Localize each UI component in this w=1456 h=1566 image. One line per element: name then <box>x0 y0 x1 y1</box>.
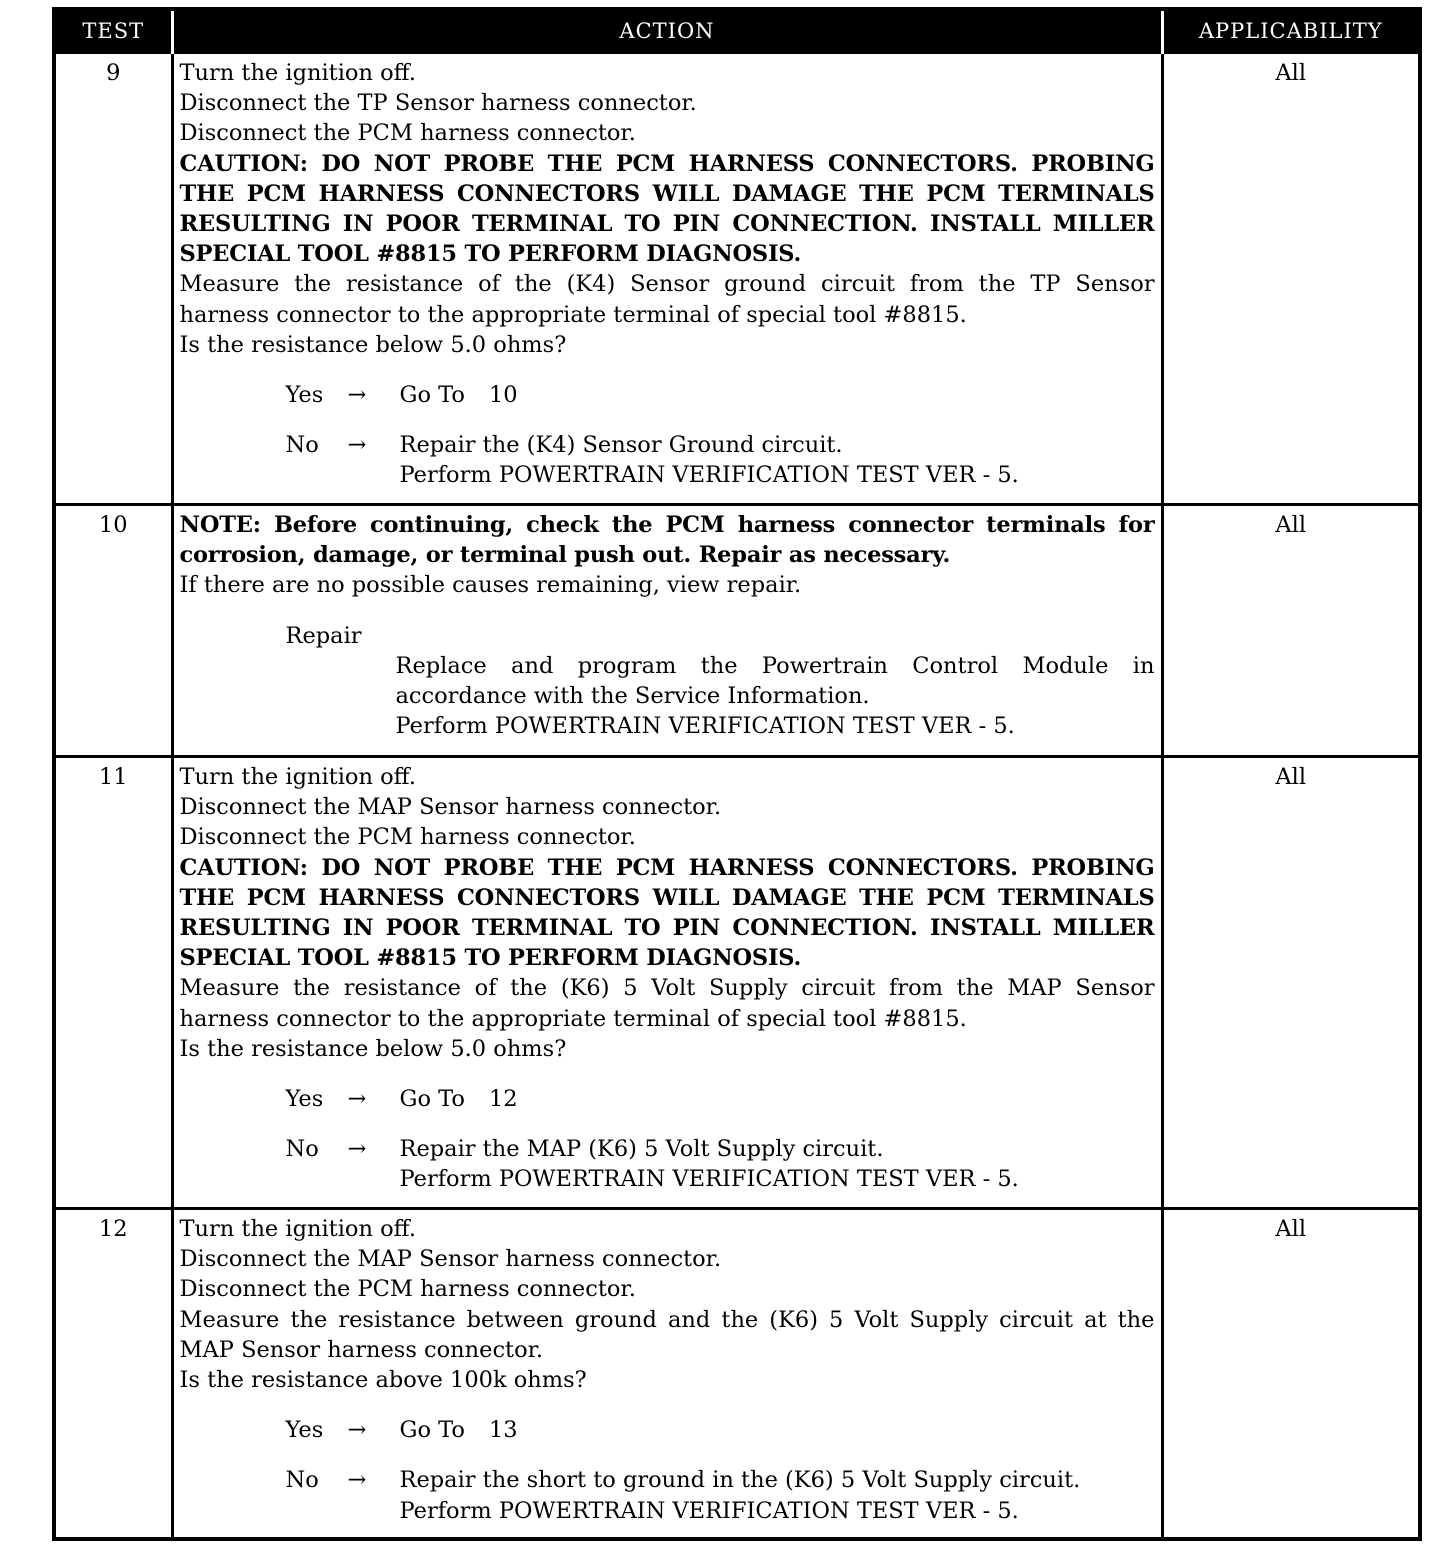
arrow-icon: → <box>347 1086 367 1113</box>
table-row <box>54 53 1420 505</box>
yes-branch <box>180 1084 1155 1114</box>
goto-label: Go To <box>399 1086 465 1113</box>
no-action-line: Repair the (K4) Sensor Ground circuit. <box>399 432 843 459</box>
question-text: Is the resistance below 5.0 ohms? <box>179 331 567 358</box>
action-cell <box>172 53 1162 505</box>
no-label: No <box>285 1136 319 1163</box>
table-row <box>54 505 1420 757</box>
yes-label: Yes <box>285 1417 324 1444</box>
test-number: 10 <box>54 505 172 757</box>
yes-branch <box>180 1415 1155 1445</box>
applicability-value: All <box>1162 505 1420 757</box>
repair-body <box>396 651 1155 742</box>
step-line: Disconnect the TP Sensor harness connector. <box>179 90 697 117</box>
measure-text: Measure the resistance between ground and the (K6) 5 Volt Supply circuit at the MAP Sensor harness connector. <box>179 1306 1155 1363</box>
test-number: 11 <box>54 757 172 1209</box>
action-cell <box>172 505 1162 757</box>
no-label: No <box>285 1467 319 1494</box>
no-action-line: Repair the MAP (K6) 5 Volt Supply circuit. <box>399 1136 884 1163</box>
no-label: No <box>285 432 319 459</box>
action-cell <box>172 1209 1162 1539</box>
goto-label: Go To <box>399 1417 465 1444</box>
question-text: Is the resistance below 5.0 ohms? <box>179 1035 567 1062</box>
repair-label: Repair <box>285 622 362 649</box>
action-cell <box>172 757 1162 1209</box>
diagnostic-table <box>52 7 1422 1541</box>
step-line: Disconnect the MAP Sensor harness connector. <box>179 1246 722 1273</box>
step-line: Turn the ignition off. <box>179 1216 416 1242</box>
step-line: Turn the ignition off. <box>179 60 416 86</box>
step-line: Disconnect the MAP Sensor harness connector. <box>179 794 722 821</box>
no-branch <box>180 1465 1155 1525</box>
no-action-line: Perform POWERTRAIN VERIFICATION TEST VER - 5. <box>399 462 1019 489</box>
table-row <box>54 757 1420 1209</box>
step-line: Disconnect the PCM harness connector. <box>179 120 636 147</box>
arrow-icon: → <box>347 432 367 459</box>
goto-number: 13 <box>488 1417 518 1444</box>
applicability-value: All <box>1162 53 1420 505</box>
header-test: TEST <box>54 9 172 53</box>
caution-text: CAUTION: DO NOT PROBE THE PCM HARNESS CONNECTORS. PROBING THE PCM HARNESS CONNECTORS WILL DAMAGE THE PCM TERMINALS RESULTING IN POOR TERMINAL TO PIN CONNECTION. INSTALL MILLER SPECIAL TOOL #8815 TO PERFORM DIAGNOSIS. <box>179 854 1155 972</box>
question-text: Is the resistance above 100k ohms? <box>179 1367 587 1394</box>
repair-text: Replace and program the Powertrain Control Module in accordance with the Service Information. <box>395 652 1155 710</box>
applicability-value: All <box>1162 1209 1420 1539</box>
yes-label: Yes <box>285 1086 324 1113</box>
step-line: Disconnect the PCM harness connector. <box>179 1276 636 1303</box>
no-action-line: Perform POWERTRAIN VERIFICATION TEST VER - 5. <box>399 1166 1019 1193</box>
table-row <box>54 1209 1420 1539</box>
yes-branch <box>180 380 1155 410</box>
no-branch <box>180 430 1155 490</box>
step-line: If there are no possible causes remaining, view repair. <box>179 572 802 599</box>
arrow-icon: → <box>347 1136 367 1163</box>
measure-text: Measure the resistance of the (K4) Sensor ground circuit from the TP Sensor harness connector to the appropriate terminal of special tool #8815. <box>179 271 1155 328</box>
step-line: Turn the ignition off. <box>179 764 416 790</box>
applicability-value: All <box>1162 757 1420 1209</box>
caution-text: CAUTION: DO NOT PROBE THE PCM HARNESS CONNECTORS. PROBING THE PCM HARNESS CONNECTORS WILL DAMAGE THE PCM TERMINALS RESULTING IN POOR TERMINAL TO PIN CONNECTION. INSTALL MILLER SPECIAL TOOL #8815 TO PERFORM DIAGNOSIS. <box>179 150 1155 268</box>
no-branch <box>180 1134 1155 1194</box>
goto-label: Go To <box>399 382 465 409</box>
arrow-icon: → <box>347 382 367 409</box>
arrow-icon: → <box>347 1467 367 1494</box>
no-action-line: Perform POWERTRAIN VERIFICATION TEST VER - 5. <box>399 1497 1019 1524</box>
test-number: 12 <box>54 1209 172 1539</box>
yes-label: Yes <box>285 382 324 409</box>
step-line: Disconnect the PCM harness connector. <box>179 824 636 851</box>
goto-number: 12 <box>488 1086 518 1113</box>
header-applicability: APPLICABILITY <box>1162 9 1420 53</box>
no-action-line: Repair the short to ground in the (K6) 5 Volt Supply circuit. <box>399 1467 1081 1494</box>
arrow-icon: → <box>347 1417 367 1444</box>
header-action: ACTION <box>172 9 1162 53</box>
measure-text: Measure the resistance of the (K6) 5 Volt Supply circuit from the MAP Sensor harness connector to the appropriate terminal of special tool #8815. <box>179 975 1155 1032</box>
goto-number: 10 <box>488 382 518 409</box>
repair-verify-line: Perform POWERTRAIN VERIFICATION TEST VER - 5. <box>395 713 1015 740</box>
test-number: 9 <box>54 53 172 505</box>
table-header-row <box>54 9 1420 53</box>
note-text: NOTE: Before continuing, check the PCM harness connector terminals for corrosion, damage, or terminal push out. Repair as necessary. <box>179 512 1155 569</box>
